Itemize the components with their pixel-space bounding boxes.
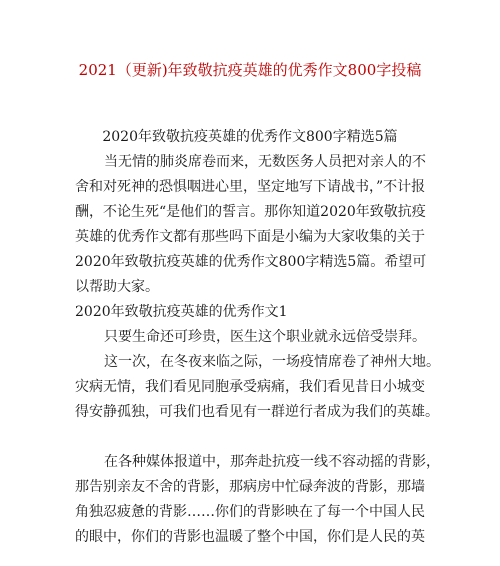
intro-line: 以帮助大家。 (75, 279, 159, 295)
intro-line: 舍和对死神的恐惧咽进心里，坚定地写下请战书，”不计报 (75, 179, 426, 195)
paragraph-line: 得安静孤独，可我们也看见有一群逆行者成为我们的英雄。 (75, 404, 439, 420)
paragraph-line: 只要生命还可珍贵，医生这个职业就永远倍受崇拜。 (104, 329, 426, 345)
document-title: 2021（更新)年致敬抗疫英雄的优秀作文800字投稿 (78, 61, 422, 79)
essay-heading: 2020年致敬抗疫英雄的优秀作文1 (75, 304, 288, 320)
intro-line: 英雄的优秀作文都有那些吗下面是小编为大家收集的关于 (75, 229, 425, 245)
intro-line: 当无情的肺炎席卷而来，无数医务人员把对亲人的不 (104, 154, 426, 170)
paragraph-line: 那告别亲友不舍的背影，那病房中忙碌奔波的背影，那墙 (75, 479, 425, 495)
paragraph-line: 在各种媒体报道中，那奔赴抗疫一线不容动摇的背影， (104, 454, 440, 470)
intro-line: 2020年致敬抗疫英雄的优秀作文800字精选5篇。希望可 (75, 254, 427, 270)
paragraph-line: 角独忍疲惫的背影……你们的背影映在了每一个中国人民 (75, 504, 425, 520)
paragraph-line: 的眼中，你们的背影也温暖了整个中国，你们是人民的英 (75, 529, 425, 545)
document-subtitle: 2020年致敬抗疫英雄的优秀作文800字精选5篇 (102, 129, 398, 145)
paragraph-line: 灾病无情，我们看见同胞承受病痛，我们看见昔日小城变 (75, 379, 425, 395)
intro-line: 酬，不论生死“是他们的誓言。那你知道2020年致敬抗疫 (75, 204, 426, 220)
paragraph-line: 这一次，在冬夜来临之际，一场疫情席卷了神州大地。 (104, 354, 440, 370)
